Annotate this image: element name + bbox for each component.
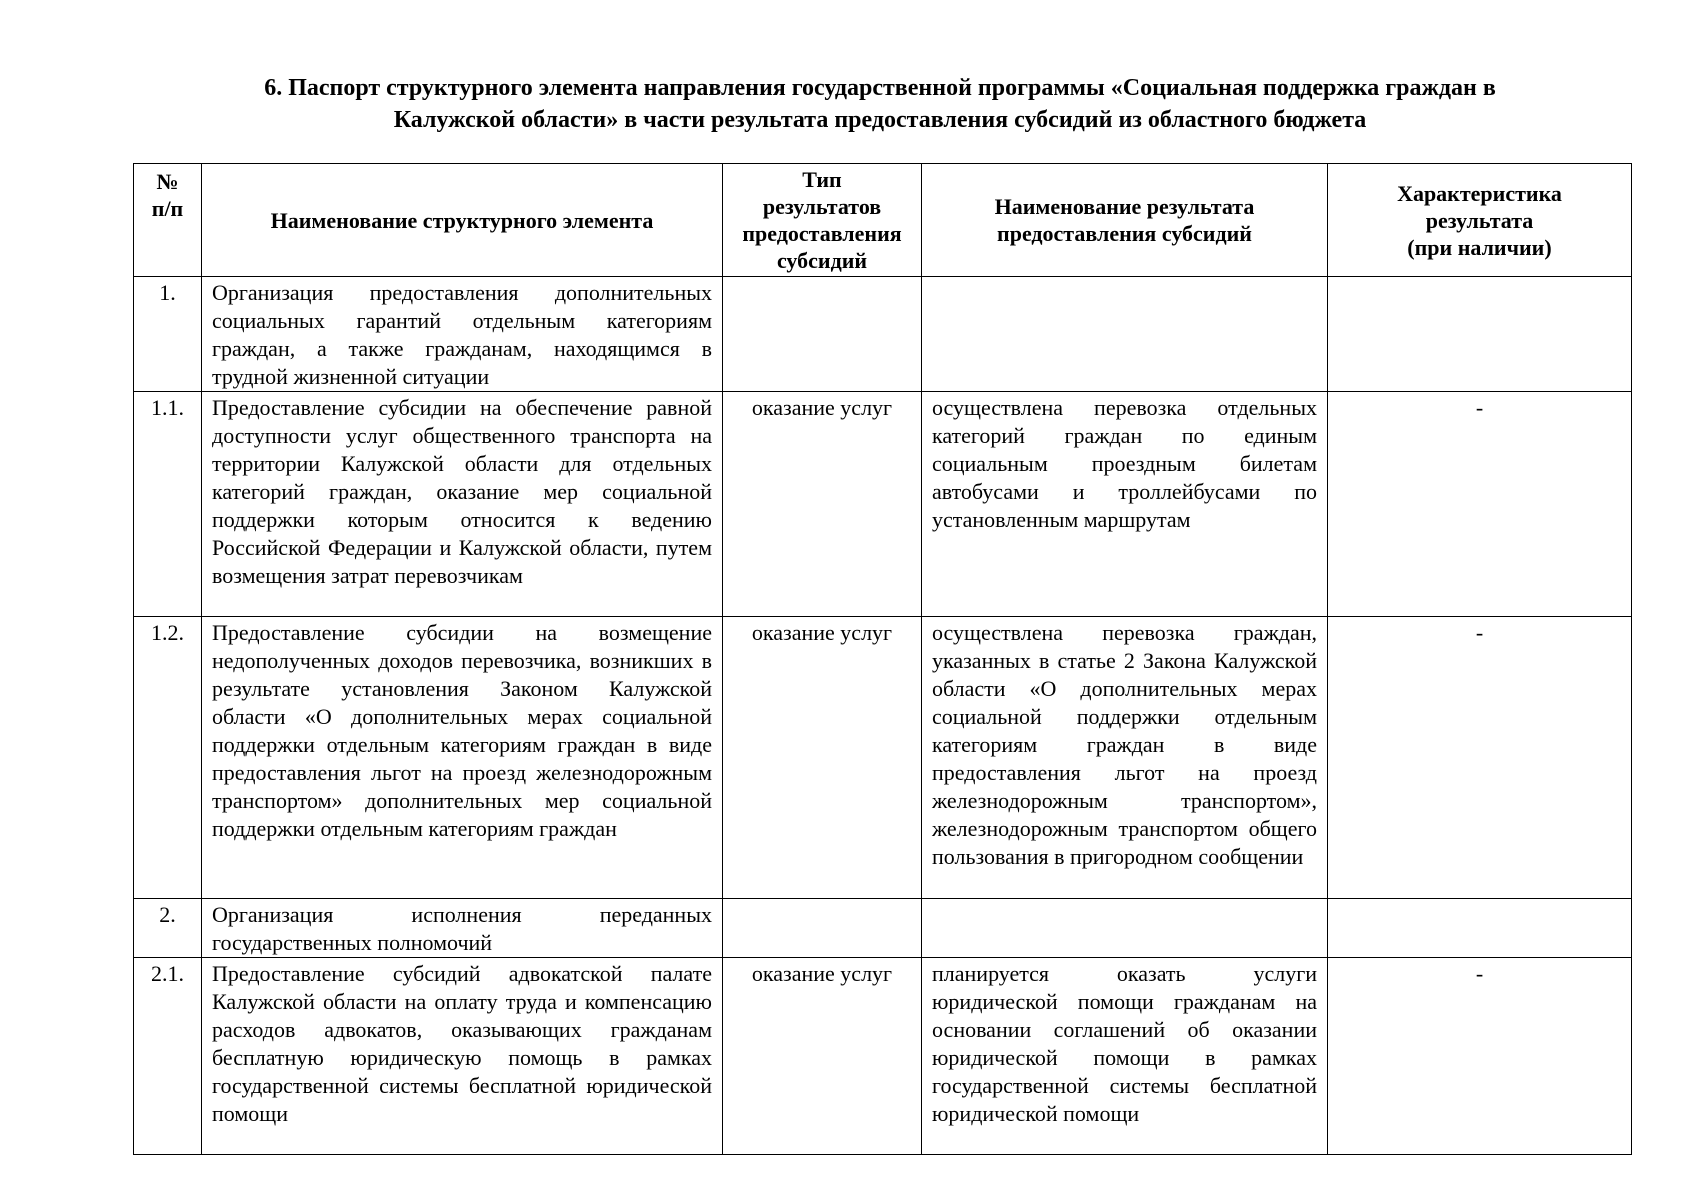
row-result-type: оказание услуг <box>723 392 922 617</box>
table-row <box>134 899 1632 958</box>
table-row <box>134 392 1632 617</box>
row-characteristic <box>1328 899 1632 958</box>
row-characteristic: - <box>1328 392 1632 617</box>
table-row <box>134 617 1632 899</box>
document-title-line-2: Калужской области» в части результата предоставления субсидий из областного бюджета <box>393 107 1367 133</box>
row-characteristic: - <box>1328 958 1632 1155</box>
header-number: № п/п <box>134 164 202 277</box>
passport-table <box>133 163 1632 1155</box>
row-result-type <box>723 277 922 392</box>
table-header-row <box>134 164 1632 277</box>
row-characteristic: - <box>1328 617 1632 899</box>
header-result-type: Тип результатов предоставления субсидий <box>723 164 922 277</box>
row-element-name: Предоставление субсидии на обеспечение равной доступности услуг общественного транспорта на территории Калужской области для отдельных категорий граждан, оказание мер социальной поддержки которым относится к ведению Российской Федерации и Калужской области, путем возмещения затрат перевозчикам <box>202 392 723 617</box>
row-element-name: Предоставление субсидий адвокатской палате Калужской области на оплату труда и компенсацию расходов адвокатов, оказывающих гражданам бесплатную юридическую помощь в рамках государственной системы бесплатной юридической помощи <box>202 958 723 1155</box>
row-number: 2. <box>134 899 202 958</box>
row-element-name: Организация предоставления дополнительных социальных гарантий отдельным категориям граждан, а также гражданам, находящимся в трудной жизненной ситуации <box>202 277 723 392</box>
row-number: 2.1. <box>134 958 202 1155</box>
row-result-name <box>922 899 1328 958</box>
row-result-type: оказание услуг <box>723 617 922 899</box>
table-row <box>134 958 1632 1155</box>
row-number: 1. <box>134 277 202 392</box>
row-number: 1.2. <box>134 617 202 899</box>
row-number: 1.1. <box>134 392 202 617</box>
document-title <box>130 72 1630 136</box>
row-element-name: Предоставление субсидии на возмещение недополученных доходов перевозчика, возникших в результате установления Законом Калужской области «О дополнительных мерах социальной поддержки отдельным категориям граждан в виде предоставления льгот на проезд железнодорожным транспортом» дополнительных мер социальной поддержки отдельным категориям граждан <box>202 617 723 899</box>
document-title-line-1: 6. Паспорт структурного элемента направления государственной программы «Социальная поддержка граждан в <box>264 75 1496 101</box>
row-element-name: Организация исполнения переданных государственных полномочий <box>202 899 723 958</box>
row-result-name: осуществлена перевозка отдельных категорий граждан по единым социальным проездным билетам автобусами и троллейбусами по установленным маршрутам <box>922 392 1328 617</box>
header-result-name: Наименование результата предоставления субсидий <box>922 164 1328 277</box>
header-element-name: Наименование структурного элемента <box>202 164 723 277</box>
header-characteristic: Характеристика результата (при наличии) <box>1328 164 1632 277</box>
row-result-type <box>723 899 922 958</box>
row-characteristic <box>1328 277 1632 392</box>
table-row <box>134 277 1632 392</box>
row-result-name: планируется оказать услуги юридической помощи гражданам на основании соглашений об оказании юридической помощи в рамках государственной системы бесплатной юридической помощи <box>922 958 1328 1155</box>
row-result-type: оказание услуг <box>723 958 922 1155</box>
row-result-name: осуществлена перевозка граждан, указанных в статье 2 Закона Калужской области «О дополнительных мерах социальной поддержки отдельным категориям граждан в виде предоставления льгот на проезд железнодорожным транспортом», железнодорожным транспортом общего пользования в пригородном сообщении <box>922 617 1328 899</box>
row-result-name <box>922 277 1328 392</box>
